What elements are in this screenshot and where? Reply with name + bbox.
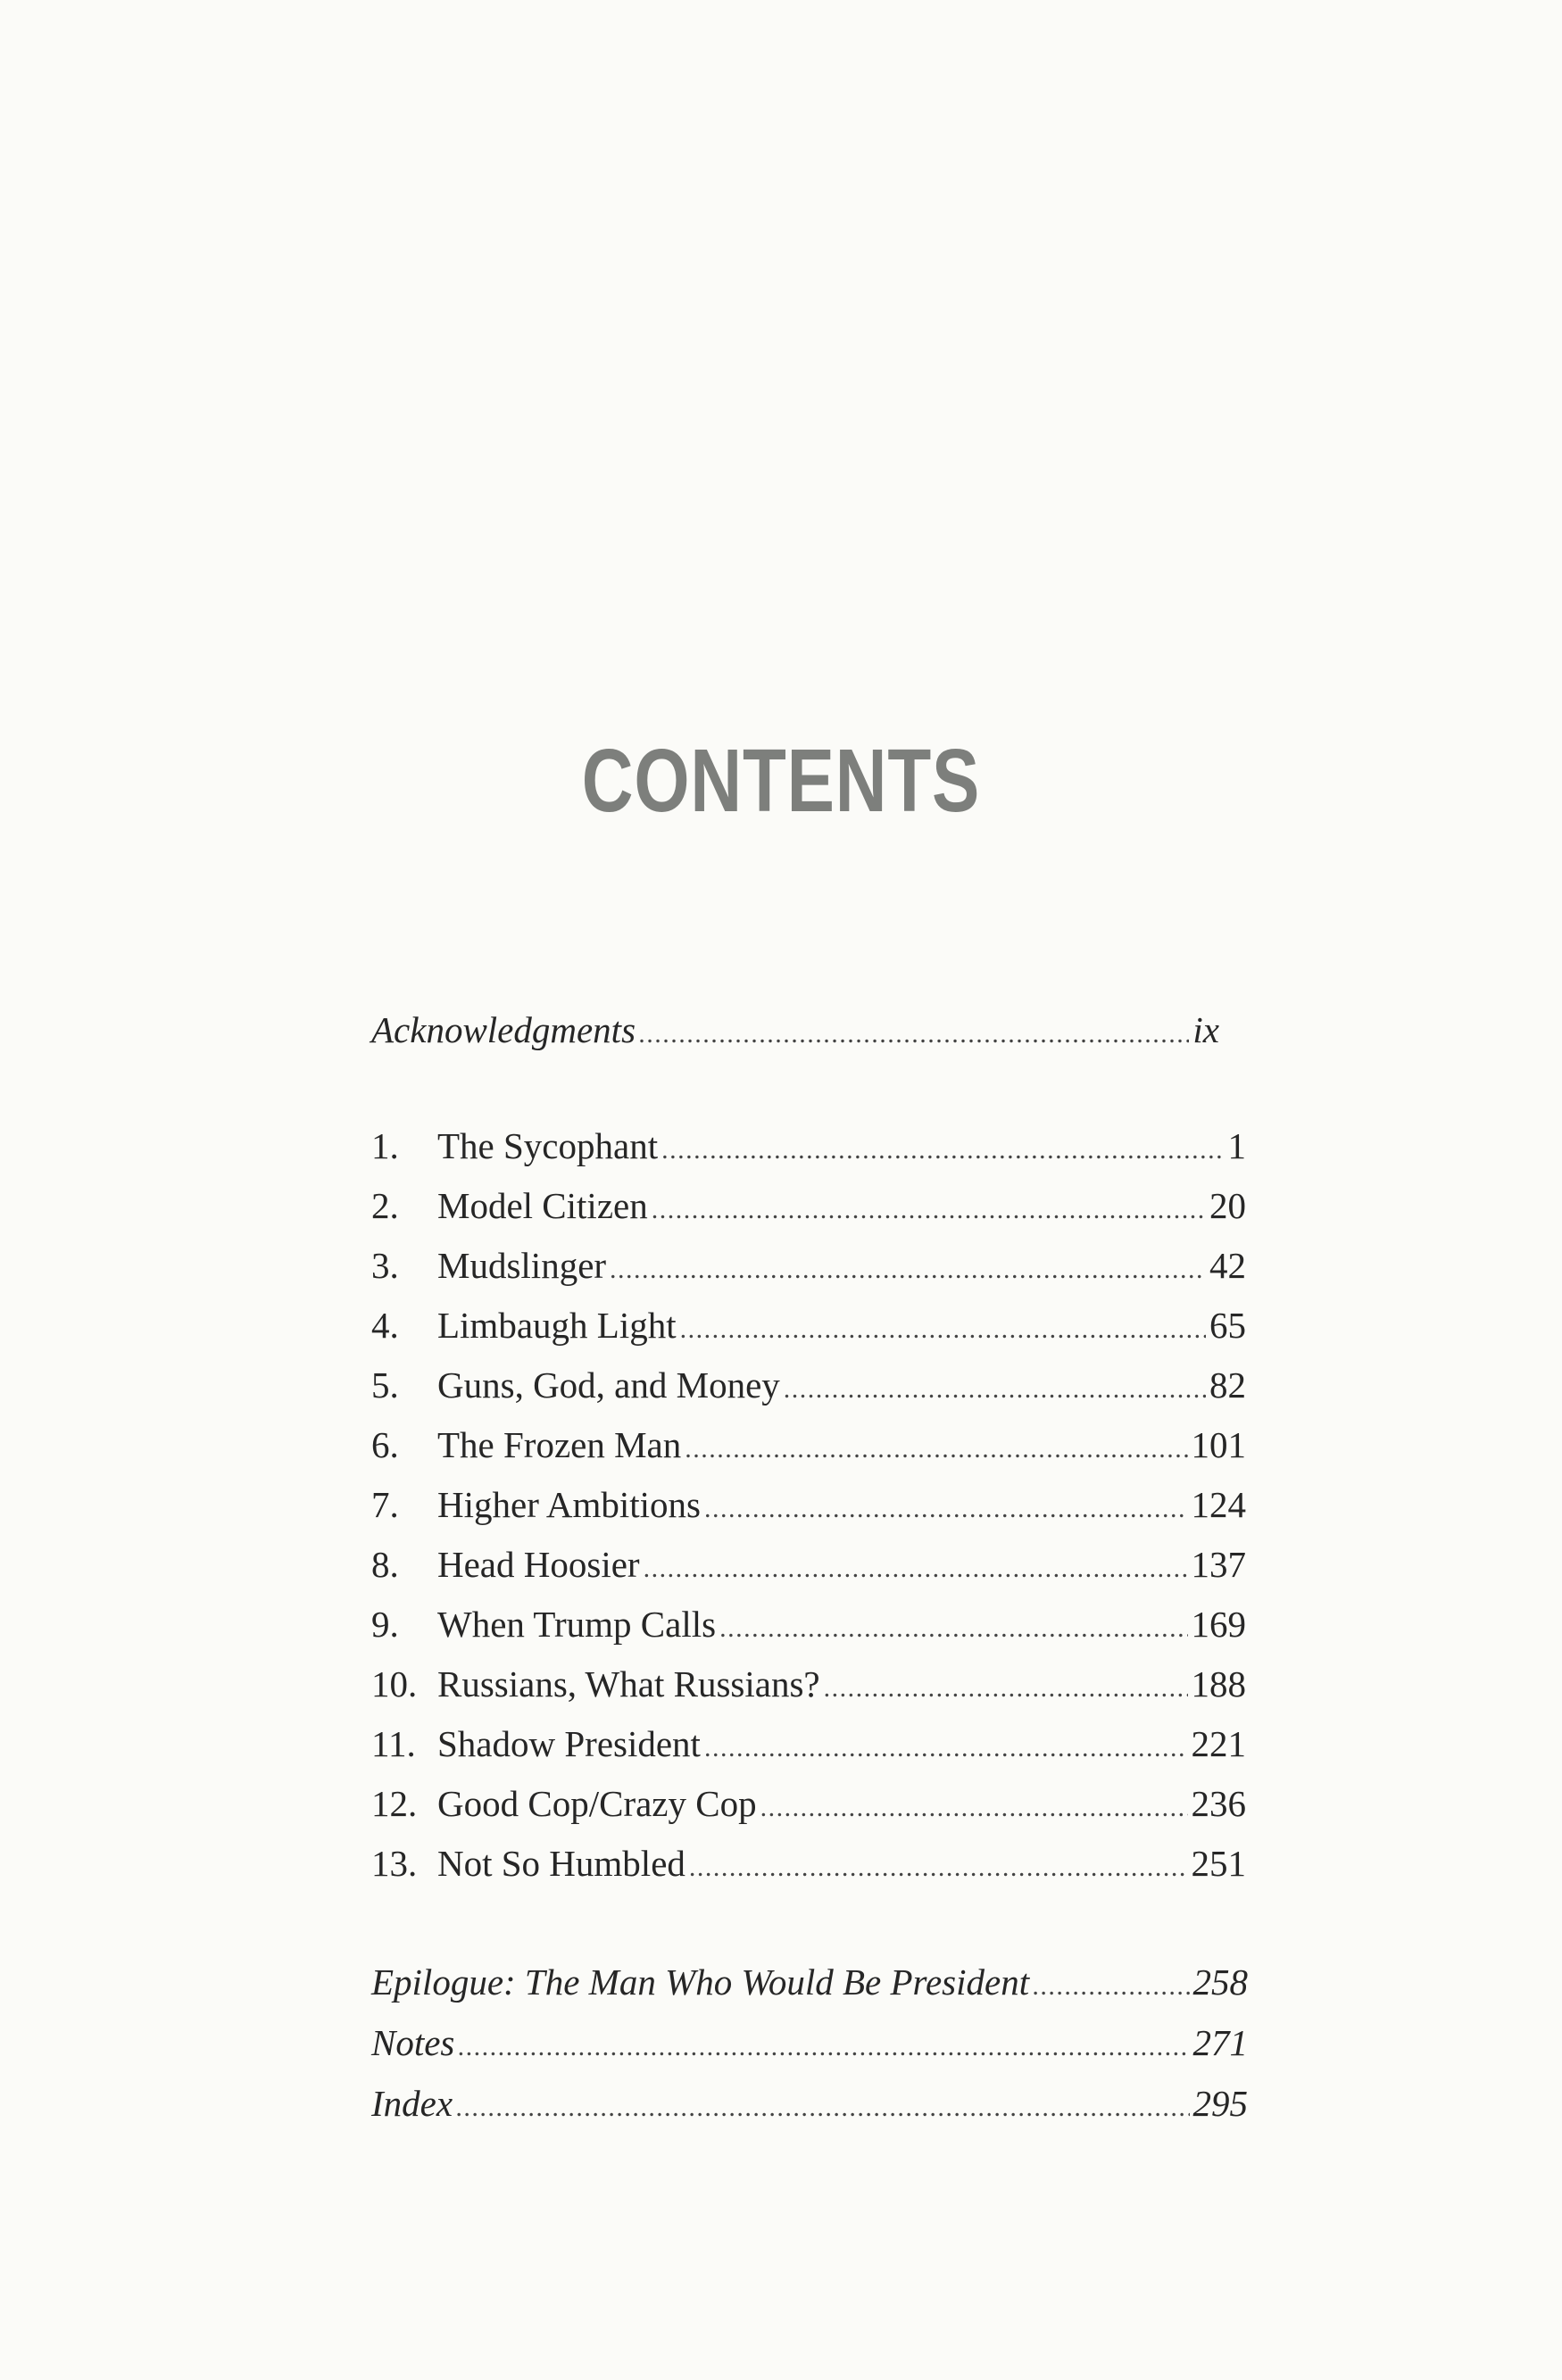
entry-title: Not So Humbled — [437, 1843, 685, 1884]
page-number: 101 — [1191, 1424, 1246, 1465]
dot-leader — [685, 1422, 1187, 1476]
dot-leader — [639, 1008, 1189, 1061]
page-number: 258 — [1192, 1961, 1248, 2003]
page-number: 271 — [1192, 2022, 1248, 2063]
toc-entry — [371, 1179, 1246, 1232]
dot-leader — [704, 1482, 1188, 1536]
chapter-number: 10. — [371, 1663, 418, 1704]
dot-leader — [719, 1602, 1187, 1655]
chapter-number: 7. — [371, 1484, 399, 1525]
entry-title: Notes — [371, 2022, 455, 2063]
page-number: 188 — [1191, 1663, 1246, 1704]
toc-entry — [371, 1717, 1246, 1770]
entry-title: The Sycophant — [437, 1125, 659, 1166]
chapter-number: 3. — [371, 1245, 399, 1286]
chapter-number: 11. — [371, 1723, 416, 1764]
page-number: 236 — [1191, 1783, 1246, 1824]
dot-leader — [458, 2020, 1189, 2074]
entry-title: Limbaugh Light — [437, 1305, 677, 1346]
page-number: 295 — [1192, 2083, 1248, 2124]
contents-heading — [0, 730, 1562, 833]
chapter-number: 6. — [371, 1424, 399, 1465]
entry-title: Mudslinger — [437, 1245, 607, 1286]
toc-entry — [371, 1657, 1246, 1711]
page-number: ix — [1192, 1009, 1219, 1050]
dot-leader — [680, 1303, 1206, 1356]
entry-title: Head Hoosier — [437, 1544, 640, 1585]
entry-title: The Frozen Man — [437, 1424, 682, 1465]
entry-title: Good Cop/Crazy Cop — [437, 1783, 757, 1824]
page-number: 221 — [1191, 1723, 1246, 1764]
dot-leader — [644, 1542, 1188, 1596]
toc-entry — [371, 2077, 1248, 2130]
chapter-number: 13. — [371, 1843, 418, 1884]
chapter-number: 1. — [371, 1125, 399, 1166]
chapter-number: 8. — [371, 1544, 399, 1585]
chapter-number: 12. — [371, 1783, 418, 1824]
toc-entry — [371, 1003, 1219, 1057]
toc-entry — [371, 1239, 1246, 1292]
entry-title: Russians, What Russians? — [437, 1663, 820, 1704]
dot-leader — [652, 1183, 1206, 1237]
page-number: 82 — [1209, 1364, 1246, 1406]
page-number: 124 — [1191, 1484, 1246, 1525]
toc-entry — [371, 1358, 1246, 1412]
chapter-number: 9. — [371, 1604, 399, 1645]
toc-entry — [371, 1538, 1246, 1591]
dot-leader — [760, 1781, 1188, 1835]
page-number: 65 — [1209, 1305, 1246, 1346]
page-number: 42 — [1209, 1245, 1246, 1286]
entry-title: Index — [371, 2083, 453, 2124]
toc-entry — [371, 1298, 1246, 1352]
dot-leader — [704, 1721, 1188, 1775]
toc-entry — [371, 1418, 1246, 1472]
chapter-number: 5. — [371, 1364, 399, 1406]
toc-entry — [371, 1478, 1246, 1531]
chapter-number: 4. — [371, 1305, 399, 1346]
page-number: 137 — [1191, 1544, 1246, 1585]
page-title: CONTENTS — [581, 731, 981, 831]
toc-entry — [371, 2016, 1248, 2069]
toc-entry — [371, 1955, 1248, 2009]
page-number: 20 — [1209, 1185, 1246, 1226]
page-number: 251 — [1191, 1843, 1246, 1884]
toc-entry — [371, 1777, 1246, 1830]
page-number: 1 — [1227, 1125, 1246, 1166]
toc-entry — [371, 1119, 1246, 1173]
dot-leader — [1033, 1960, 1189, 2013]
entry-title: Guns, God, and Money — [437, 1364, 780, 1406]
chapter-number: 2. — [371, 1185, 399, 1226]
dot-leader — [661, 1124, 1224, 1177]
dot-leader — [456, 2081, 1189, 2135]
entry-title: Higher Ambitions — [437, 1484, 701, 1525]
toc-entry — [371, 1837, 1246, 1890]
entry-title: Shadow President — [437, 1723, 701, 1764]
entry-title: Acknowledgments — [371, 1009, 636, 1050]
page-number: 169 — [1191, 1604, 1246, 1645]
entry-title: Epilogue: The Man Who Would Be President — [371, 1961, 1030, 2003]
dot-leader — [689, 1841, 1188, 1895]
toc-entry — [371, 1597, 1246, 1651]
dot-leader — [824, 1662, 1188, 1715]
dot-leader — [610, 1243, 1206, 1297]
dot-leader — [784, 1363, 1206, 1416]
entry-title: When Trump Calls — [437, 1604, 717, 1645]
entry-title: Model Citizen — [437, 1185, 648, 1226]
